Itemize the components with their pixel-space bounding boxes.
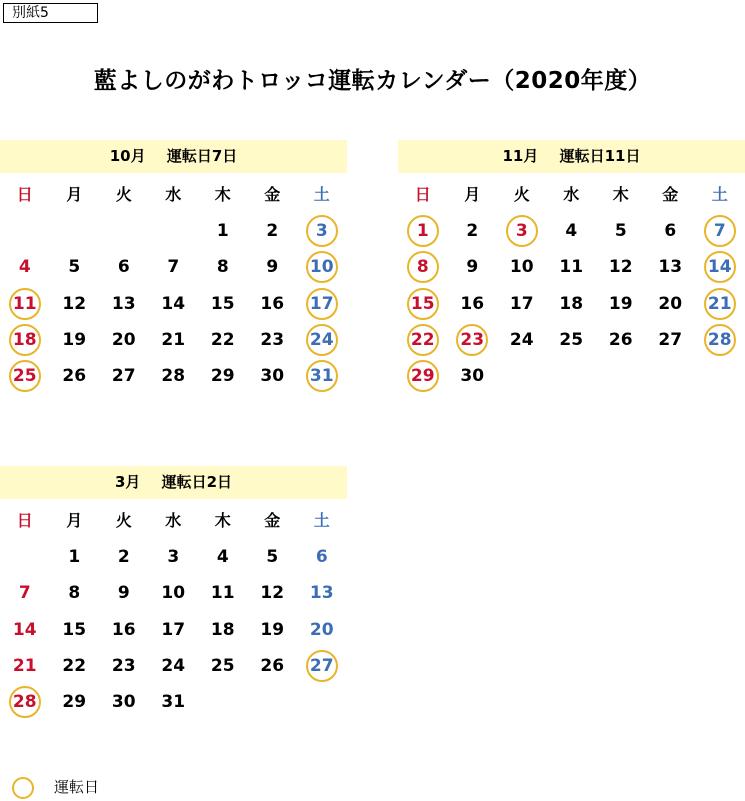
day-number: 9 [117, 583, 130, 604]
calendar-header [0, 466, 347, 499]
day-number: 18 [12, 329, 37, 350]
day-number: 10 [309, 257, 334, 278]
day-cell [0, 286, 50, 322]
day-cell [198, 612, 248, 648]
day-cell [448, 286, 498, 322]
calendar-header [0, 140, 347, 173]
weekday-header: 木 [214, 511, 231, 530]
weekday-header: 水 [165, 185, 182, 204]
day-number: 22 [62, 655, 87, 676]
day-number: 9 [266, 257, 279, 278]
day-number: 4 [565, 221, 578, 241]
day-number: 19 [260, 619, 285, 640]
day-cell [596, 322, 646, 358]
operating-day-ring-icon [12, 777, 34, 799]
day-cell [297, 612, 347, 648]
day-number: 15 [210, 293, 235, 314]
day-cell [547, 286, 597, 322]
day-number: 20 [111, 329, 136, 350]
day-number: 30 [460, 366, 485, 387]
day-cell [297, 358, 347, 394]
calendar-header [398, 140, 745, 173]
day-cell [149, 322, 199, 358]
weekday-header: 火 [115, 185, 132, 204]
weekday-header: 水 [563, 185, 580, 204]
day-number: 20 [309, 619, 334, 640]
day-cell [497, 213, 547, 249]
day-number: 9 [466, 257, 479, 278]
weekday-header: 木 [612, 185, 629, 204]
weekday-header: 金 [264, 185, 281, 204]
page-title: 藍よしのがわトロッコ運転カレンダー（2020年度） [93, 68, 652, 94]
weekday-header: 月 [66, 185, 83, 204]
day-number: 6 [664, 221, 677, 241]
day-cell [297, 286, 347, 322]
day-cell [248, 249, 298, 285]
day-number: 16 [260, 293, 285, 314]
day-cell [149, 575, 199, 611]
day-cell [50, 684, 100, 720]
day-number: 7 [18, 583, 31, 604]
day-cell [0, 358, 50, 394]
weekday-header: 日 [16, 511, 33, 530]
month-label: 10月 [109, 147, 146, 165]
day-number: 24 [509, 329, 534, 350]
day-number: 27 [111, 366, 136, 387]
day-number: 8 [416, 257, 429, 278]
day-number: 17 [509, 293, 534, 314]
day-number: 24 [161, 655, 186, 676]
day-cell [248, 575, 298, 611]
day-number: 15 [410, 293, 435, 314]
day-cell [50, 249, 100, 285]
day-number: 3 [167, 547, 180, 567]
weekday-header: 金 [662, 185, 679, 204]
day-cell [248, 358, 298, 394]
day-number: 15 [62, 619, 87, 640]
day-number: 23 [460, 329, 485, 350]
day-cell [50, 612, 100, 648]
day-cell [297, 648, 347, 684]
day-cell [149, 249, 199, 285]
day-cell [0, 575, 50, 611]
day-cell [297, 322, 347, 358]
day-cell [248, 213, 298, 249]
day-number: 3 [515, 221, 528, 241]
day-cell [398, 286, 448, 322]
day-number: 26 [260, 655, 285, 676]
day-cell [448, 213, 498, 249]
day-number: 10 [161, 583, 186, 604]
day-number: 19 [608, 293, 633, 314]
day-cell [198, 539, 248, 575]
day-cell [50, 286, 100, 322]
day-cell [99, 648, 149, 684]
day-cell [50, 322, 100, 358]
day-number: 28 [161, 366, 186, 387]
day-cell [646, 249, 696, 285]
day-number: 21 [707, 293, 732, 314]
day-cell [596, 249, 646, 285]
day-number: 5 [68, 257, 81, 278]
day-cell [0, 322, 50, 358]
day-cell [198, 648, 248, 684]
day-number: 1 [416, 221, 429, 241]
day-cell [297, 539, 347, 575]
day-cell [99, 286, 149, 322]
weekday-header: 日 [414, 185, 431, 204]
weekday-header: 土 [313, 511, 330, 530]
day-cell [0, 648, 50, 684]
day-cell [248, 612, 298, 648]
weekday-header: 月 [66, 511, 83, 530]
day-number: 19 [62, 329, 87, 350]
day-cell [0, 684, 50, 720]
day-cell [646, 286, 696, 322]
day-cell [695, 286, 745, 322]
day-cell [50, 648, 100, 684]
day-cell [248, 322, 298, 358]
day-cell [198, 322, 248, 358]
weekday-header: 土 [711, 185, 728, 204]
day-cell [596, 286, 646, 322]
day-number: 26 [608, 329, 633, 350]
day-number: 5 [266, 547, 279, 567]
day-number: 17 [309, 293, 334, 314]
day-number: 3 [315, 221, 328, 241]
day-number: 16 [460, 293, 485, 314]
day-cell [149, 539, 199, 575]
day-number: 12 [608, 257, 633, 278]
day-cell [0, 249, 50, 285]
day-number: 29 [62, 692, 87, 713]
day-number: 23 [260, 329, 285, 350]
day-number: 6 [117, 257, 130, 278]
day-cell [248, 648, 298, 684]
weekday-header: 土 [313, 185, 330, 204]
day-number: 29 [410, 366, 435, 387]
day-cell [198, 213, 248, 249]
day-number: 8 [216, 257, 229, 278]
day-cell [695, 322, 745, 358]
day-number: 28 [707, 329, 732, 350]
day-number: 16 [111, 619, 136, 640]
day-number: 25 [559, 329, 584, 350]
legend-label: 運転日 [54, 778, 100, 796]
day-cell [149, 286, 199, 322]
day-number: 28 [12, 692, 37, 713]
day-number: 14 [707, 257, 732, 278]
day-number: 6 [315, 547, 328, 567]
month-label: 3月 [114, 473, 141, 491]
calendar-march [0, 466, 347, 713]
weekday-header: 火 [513, 185, 530, 204]
day-cell [297, 213, 347, 249]
day-cell [448, 322, 498, 358]
day-cell [99, 358, 149, 394]
operation-days-label: 運転日2日 [161, 473, 233, 491]
weekday-header: 日 [16, 185, 33, 204]
day-number: 4 [18, 257, 31, 278]
weekday-header: 火 [115, 511, 132, 530]
day-cell [248, 286, 298, 322]
day-cell [198, 249, 248, 285]
day-cell [695, 213, 745, 249]
day-number: 30 [111, 692, 136, 713]
day-number: 29 [210, 366, 235, 387]
day-number: 26 [62, 366, 87, 387]
day-cell [497, 322, 547, 358]
day-cell [547, 249, 597, 285]
day-number: 31 [161, 692, 186, 713]
day-number: 13 [309, 583, 334, 604]
day-number: 1 [216, 221, 229, 241]
operation-days-label: 運転日7日 [166, 147, 238, 165]
day-number: 2 [466, 221, 479, 241]
day-cell [547, 322, 597, 358]
day-number: 4 [216, 547, 229, 567]
day-cell [646, 322, 696, 358]
day-number: 13 [111, 293, 136, 314]
day-cell [99, 322, 149, 358]
day-number: 12 [260, 583, 285, 604]
day-cell [398, 213, 448, 249]
day-number: 18 [559, 293, 584, 314]
day-number: 22 [210, 329, 235, 350]
day-number: 23 [111, 655, 136, 676]
day-cell [99, 575, 149, 611]
day-cell [297, 575, 347, 611]
day-number: 1 [68, 547, 81, 567]
day-cell [99, 612, 149, 648]
day-cell [99, 539, 149, 575]
day-cell [646, 213, 696, 249]
day-number: 22 [410, 329, 435, 350]
day-number: 7 [167, 257, 180, 278]
day-number: 27 [309, 655, 334, 676]
day-number: 8 [68, 583, 81, 604]
day-number: 11 [12, 293, 37, 314]
day-number: 14 [12, 619, 37, 640]
day-cell [448, 358, 498, 394]
weekday-header: 金 [264, 511, 281, 530]
day-cell [99, 684, 149, 720]
day-number: 7 [713, 221, 726, 241]
weekday-header: 水 [165, 511, 182, 530]
day-cell [0, 612, 50, 648]
day-number: 25 [12, 366, 37, 387]
day-number: 2 [117, 547, 130, 567]
day-cell [149, 612, 199, 648]
day-number: 30 [260, 366, 285, 387]
weekday-header: 月 [464, 185, 481, 204]
day-number: 24 [309, 329, 334, 350]
day-cell [695, 249, 745, 285]
day-number: 20 [658, 293, 683, 314]
day-number: 25 [210, 655, 235, 676]
weekday-header: 木 [214, 185, 231, 204]
day-number: 5 [614, 221, 627, 241]
calendar-october [0, 140, 347, 387]
day-number: 21 [161, 329, 186, 350]
day-number: 27 [658, 329, 683, 350]
day-cell [99, 249, 149, 285]
day-number: 10 [509, 257, 534, 278]
day-number: 21 [12, 655, 37, 676]
day-cell [448, 249, 498, 285]
day-cell [248, 539, 298, 575]
day-cell [398, 249, 448, 285]
attachment-label: 別紙5 [3, 3, 98, 23]
day-number: 11 [559, 257, 584, 278]
day-number: 31 [309, 366, 334, 387]
day-cell [547, 213, 597, 249]
day-cell [398, 322, 448, 358]
day-cell [297, 249, 347, 285]
day-cell [149, 684, 199, 720]
day-cell [198, 575, 248, 611]
day-cell [50, 539, 100, 575]
day-cell [497, 249, 547, 285]
day-cell [50, 358, 100, 394]
day-number: 2 [266, 221, 279, 241]
month-label: 11月 [502, 147, 539, 165]
day-number: 11 [210, 583, 235, 604]
day-number: 18 [210, 619, 235, 640]
operation-days-label: 運転日11日 [559, 147, 641, 165]
calendar-november [398, 140, 745, 387]
day-number: 12 [62, 293, 87, 314]
day-cell [596, 213, 646, 249]
day-cell [497, 286, 547, 322]
day-number: 13 [658, 257, 683, 278]
day-cell [50, 575, 100, 611]
day-cell [149, 648, 199, 684]
day-number: 14 [161, 293, 186, 314]
day-number: 17 [161, 619, 186, 640]
day-cell [398, 358, 448, 394]
day-cell [198, 286, 248, 322]
day-cell [149, 358, 199, 394]
day-cell [198, 358, 248, 394]
